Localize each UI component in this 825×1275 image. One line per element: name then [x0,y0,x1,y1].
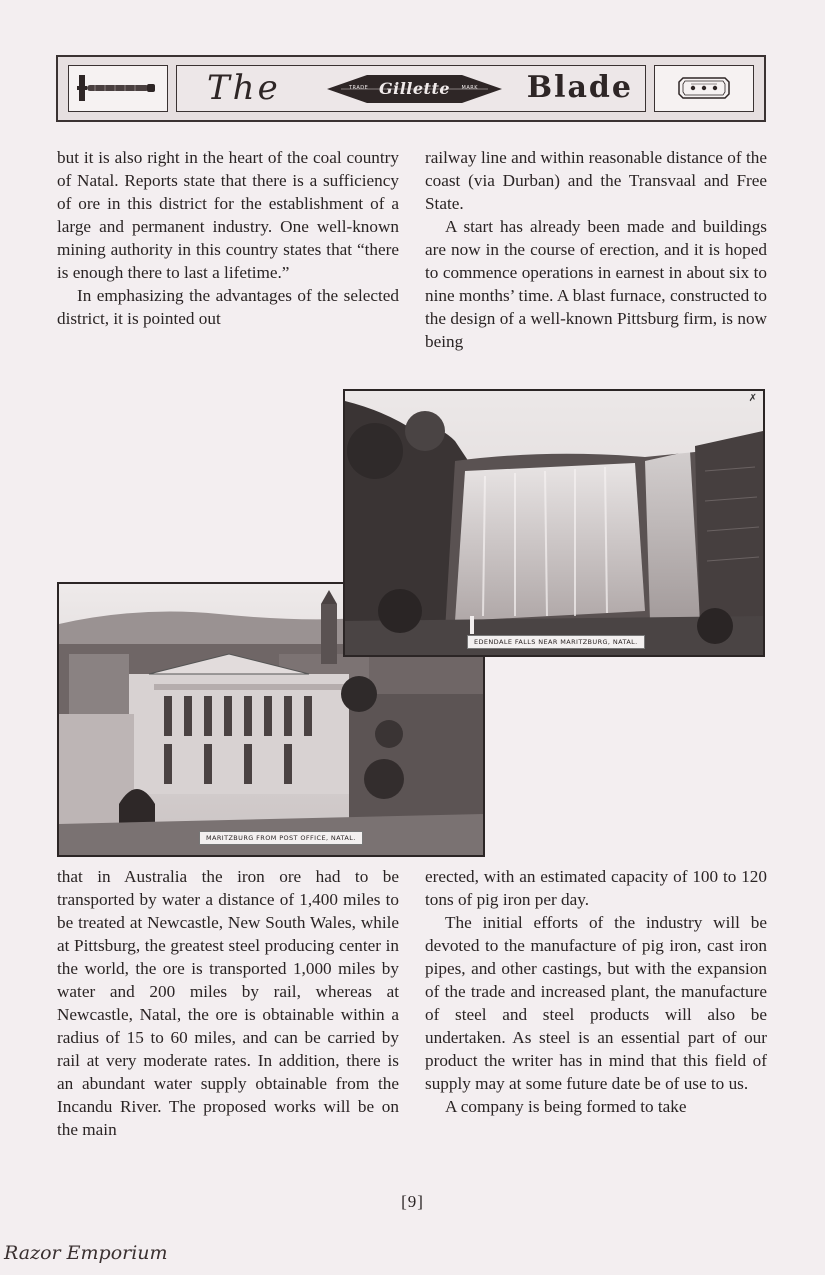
masthead [56,55,766,122]
paragraph: erected, with an estimated capacity of 100 to 120 tons of pig iron per day. [425,867,767,909]
paragraph: In emphasizing the advantages of the selected district, it is pointed out [57,286,399,328]
falls-caption: EDENDALE FALLS NEAR MARITZBURG, NATAL. [467,635,645,649]
watermark: Razor Emporium [4,1242,168,1264]
waterfall-image [345,391,763,655]
safety-razor-icon [69,66,166,110]
column-bottom-left [57,865,399,1141]
corner-mark-icon: ✗ [748,393,757,404]
masthead-title-box [176,65,646,112]
paragraph: The initial efforts of the industry will be devoted to the manufacture of pig iron, cast iron pipes, and other castings, but with the expansion of the trade and increased plant, the manufacture of steel and steel products will also be undertaken. As steel is an essential part of our product the writer has in mind that this field of supply may at some future date be of use to us. [425,913,767,1093]
paragraph: that in Australia the iron ore had to be transported by water a distance of 1,400 miles to be treated at Newcastle, New South Wales, while at Pittsburg, the greatest steel producing center in the world, the ore is transported 1,000 miles by water and 200 miles by rail, whereas at Newcastle, Natal, the ore is obtainable within a radius of 15 to 60 miles, and can be carried by rail at very moderate rates. In addition, there is an abundant water supply obtainable from the Incandu River. The proposed works will be on the main [57,867,399,1139]
falls-photo [343,389,765,657]
paragraph: but it is also right in the heart of the coal country of Natal. Reports state that there is a sufficiency of ore in this district for the establishment of a large and permanent industry. One well-known mining authority in this country states that “there is enough there to last a lifetime.” [57,148,399,282]
paragraph: A start has already been made and buildings are now in the course of erection, and it is hoped to commence operations in earnest in about six to nine months’ time. A blast furnace, constructed to the design of a well-known Pittsburg firm, is now being [425,217,767,351]
razor-blade-icon [655,66,752,110]
blade-illustration-box [654,65,754,112]
masthead-blade: Blade [526,70,633,105]
gillette-logo [327,72,502,106]
gillette-wordmark: Gillette [378,79,451,98]
post-office-caption: MARITZBURG FROM POST OFFICE, NATAL. [199,831,363,845]
masthead-the: The [207,68,281,108]
razor-illustration-box [68,65,168,112]
column-bottom-right [425,865,767,1118]
column-top-right [425,146,767,353]
paragraph: A company is being formed to take [445,1097,687,1116]
column-top-left [57,146,399,330]
trade-label: TRADE [349,85,369,91]
paragraph: railway line and within reasonable distance of the coast (via Durban) and the Transvaal and Free State. [425,148,767,213]
page-number: [9] [401,1192,424,1211]
mark-label: MARK [461,85,478,91]
